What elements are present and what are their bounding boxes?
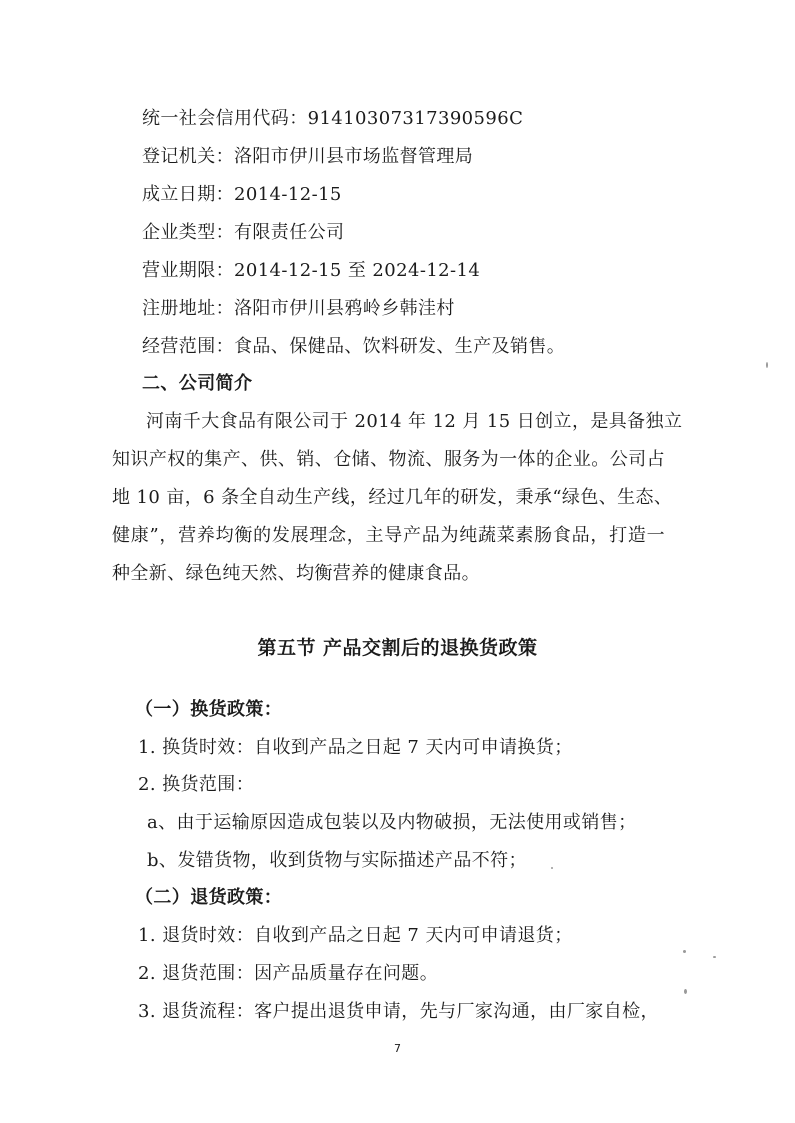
registration-authority-line: 登记机关：洛阳市伊川县市场监督管理局	[142, 146, 474, 167]
intro-paragraph-line: 种全新、绿色纯天然、均衡营养的健康食品。	[112, 563, 480, 584]
intro-paragraph-line: 河南千大食品有限公司于 2014 年 12 月 15 日创立，是具备独立	[146, 411, 683, 432]
intro-paragraph-line: 知识产权的集产、供、销、仓储、物流、服务为一体的企业。公司占	[112, 449, 665, 470]
return-scope-item: 2. 退货范围：因产品质量存在问题。	[138, 963, 439, 984]
exchange-time-item: 1. 换货时效：自收到产品之日起 7 天内可申请换货；	[138, 737, 573, 758]
return-process-item: 3. 退货流程：客户提出退货申请，先与厂家沟通，由厂家自检，	[138, 1001, 659, 1022]
scan-speck	[551, 867, 553, 869]
intro-paragraph-line: 地 10 亩，6 条全自动生产线，经过几年的研发，秉承“绿色、生态、	[112, 487, 673, 508]
registered-address-line: 注册地址：洛阳市伊川县鸦岭乡韩洼村	[142, 298, 455, 319]
section-title: 第五节 产品交割后的退换货政策	[257, 637, 538, 659]
exchange-policy-heading: （一）换货政策：	[135, 699, 283, 720]
page-number: 7	[394, 1042, 401, 1055]
scan-speck	[766, 362, 768, 368]
scan-speck	[684, 989, 687, 994]
return-policy-heading: （二）退货政策：	[135, 887, 283, 908]
business-scope-line: 经营范围：食品、保健品、饮料研发、生产及销售。	[142, 336, 566, 357]
exchange-scope-sub-a: a、由于运输原因造成包装以及内物破损，无法使用或销售；	[147, 812, 637, 833]
scan-speck	[683, 950, 686, 953]
credit-code-line: 统一社会信用代码：91410307317390596C	[142, 108, 524, 129]
intro-paragraph-line: 健康”，营养均衡的发展理念，主导产品为纯蔬菜素肠食品，打造一	[112, 525, 665, 546]
scan-speck	[713, 956, 716, 958]
established-date-line: 成立日期：2014-12-15	[142, 184, 342, 205]
return-time-item: 1. 退货时效：自收到产品之日起 7 天内可申请退货；	[138, 925, 573, 946]
company-type-line: 企业类型：有限责任公司	[142, 222, 345, 243]
exchange-scope-sub-b: b、发错货物，收到货物与实际描述产品不符；	[147, 850, 527, 871]
intro-heading: 二、公司简介	[142, 373, 253, 394]
business-term-line: 营业期限：2014-12-15 至 2024-12-14	[142, 260, 481, 281]
exchange-scope-item: 2. 换货范围：	[138, 774, 255, 795]
